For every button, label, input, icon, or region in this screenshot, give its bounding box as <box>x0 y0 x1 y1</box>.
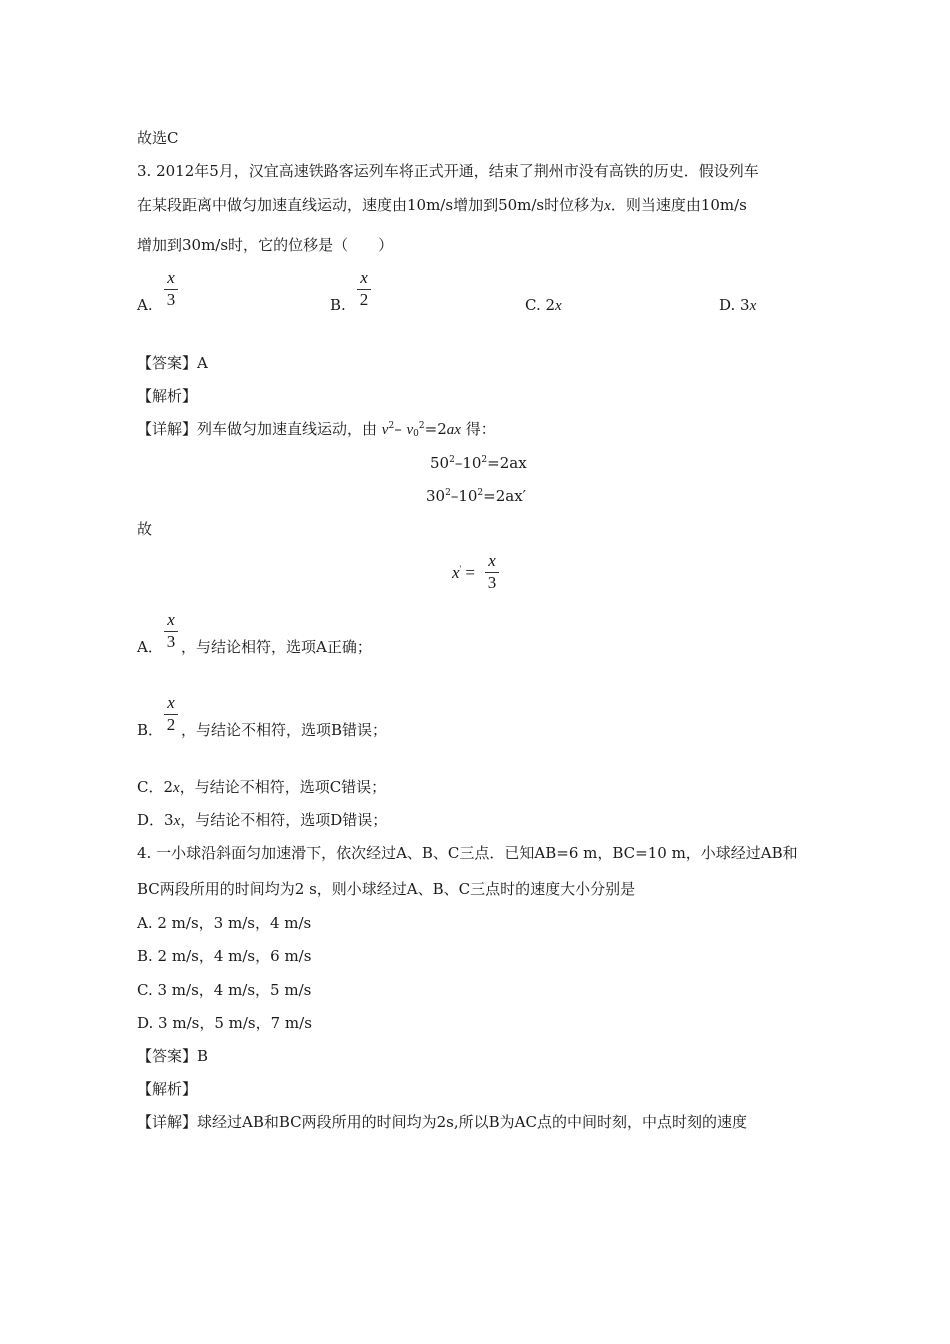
eval-b-label: B． <box>137 721 164 739</box>
q3-option-a-fraction: x 3 <box>163 269 179 310</box>
q4-option-b: B. 2 m/s，4 m/s，6 m/s <box>137 947 312 965</box>
q4-stem-line-1: 4. 一小球沿斜面匀加速滑下，依次经过A、B、C三点．已知AB=6 m，BC=10 m，小球经过AB和 <box>137 844 798 862</box>
q3-option-a-label: A. <box>137 296 153 314</box>
q3-option-b-fraction: x 2 <box>356 269 372 310</box>
q3-result-lhs: x' = <box>452 563 476 582</box>
q4-option-d: D. 3 m/s，5 m/s，7 m/s <box>137 1014 312 1032</box>
eval-c: C．2x，与结论不相符，选项C错误； <box>137 778 387 796</box>
q3-equation-2: $30^2-10^2=2ax'$ <box>426 487 527 505</box>
q3-stem-line-3: 增加到30m/s时，它的位移是（ ） <box>137 236 394 254</box>
q4-option-a: A. 2 m/s，3 m/s，4 m/s <box>137 914 312 932</box>
previous-conclusion: 故选C <box>137 129 179 147</box>
q3-result-fraction: x 3 <box>484 552 500 593</box>
q3-analysis: 【解析】 <box>137 387 198 405</box>
q4-detail: 【详解】球经过AB和BC两段所用的时间均为2s,所以B为AC点的中间时刻，中点时刻的速度 <box>137 1113 747 1131</box>
eval-a-label: A． <box>137 638 163 656</box>
eval-a-fraction: x 3 <box>163 611 179 652</box>
q4-analysis: 【解析】 <box>137 1080 198 1098</box>
eval-b-fraction: x 2 <box>163 694 179 735</box>
q3-option-d: D. 3x <box>719 296 757 314</box>
q3-stem-line-1: 3. 2012年5月，汉宜高速铁路客运列车将正式开通，结束了荆州市没有高铁的历史．假设列车 <box>137 162 759 180</box>
q3-stem-line-2: 在某段距离中做匀加速直线运动，速度由10m/s增加到50m/s时位移为x．则当速度由10m/s <box>137 196 747 214</box>
q4-option-c: C. 3 m/s，4 m/s，5 m/s <box>137 981 312 999</box>
q4-answer: 【答案】B <box>137 1047 209 1065</box>
q3-option-b-label: B. <box>330 296 346 314</box>
q3-option-c: C. 2x <box>525 296 562 314</box>
q3-detail: 【详解】列车做匀加速直线运动，由 $v^2-$ $v_0^2=2ax$ 得： <box>137 420 496 439</box>
eval-b-text: ，与结论不相符，选项B错误； <box>181 721 388 739</box>
q3-equation-1: $50^2-10^2=2ax$ <box>430 454 527 472</box>
eval-d: D．3x，与结论不相符，选项D错误； <box>137 811 388 829</box>
q3-answer: 【答案】A <box>137 354 208 372</box>
q3-so: 故 <box>137 520 153 538</box>
eval-a-text: ，与结论相符，选项A正确； <box>181 638 372 656</box>
q4-stem-line-2: BC两段所用的时间均为2 s，则小球经过A、B、C三点时的速度大小分别是 <box>137 880 636 898</box>
